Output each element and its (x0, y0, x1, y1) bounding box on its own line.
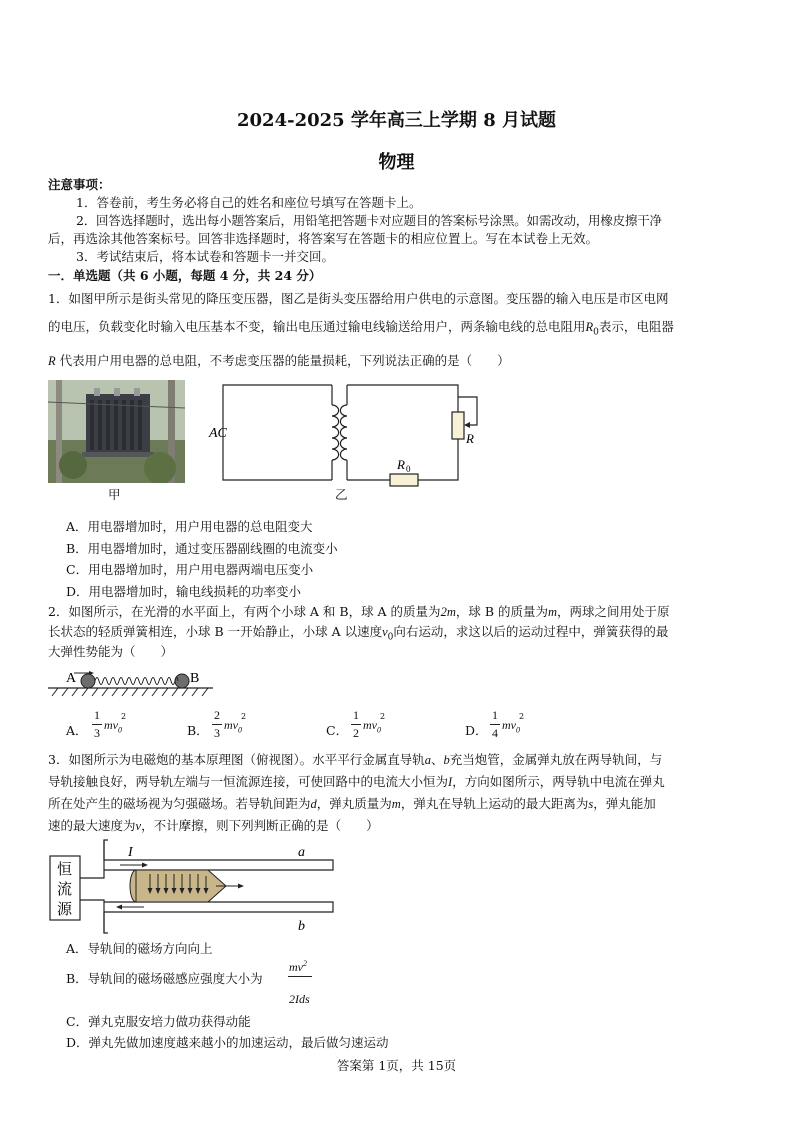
transformer-photo (48, 380, 185, 483)
q2-option-a-num: 1 (94, 708, 100, 722)
circuit-ac-label: AC (209, 426, 227, 441)
subscript: 0 (118, 725, 122, 735)
q3-option-a: A．导轨间的磁场方向向上 (66, 941, 213, 956)
q2-option-d-num: 1 (492, 708, 498, 722)
q2-option-b-expr (224, 718, 242, 734)
notice-line-3: 后，再选涂其他答案标号。回答非选择题时，将答案写在答题卡的相应位置上。写在本试卷上无效。 (48, 231, 599, 246)
q2-line-3: 大弹性势能为（ ） (48, 644, 174, 659)
rail-b-label: b (298, 919, 305, 934)
q1-option-c: C．用电器增加时，用户用电器两端电压变小 (66, 562, 314, 577)
q2-option-b-sup: 2 (241, 712, 247, 721)
q3-text: 速的最大速度为 (48, 818, 136, 833)
expr: mv (289, 960, 303, 974)
var-r: R (48, 354, 56, 368)
rail-a-label: a (298, 845, 305, 860)
var-i: I (448, 775, 453, 789)
section-heading: 一．单选题（共 6 小题，每题 4 分，共 24 分） (48, 268, 322, 283)
q3-text: ，弹丸在导轨上运动的最大距离为 (400, 796, 589, 811)
subscript: 0 (377, 725, 381, 735)
q2-option-a-den: 3 (94, 726, 100, 740)
q3-option-c: C．弹丸克服安培力做功获得动能 (66, 1014, 251, 1029)
page-footer: 答案第 1页，共 15页 (336, 1058, 457, 1073)
var-s: s (588, 797, 594, 811)
q3-text: ，不计摩擦，则下列判断正确的是（ ） (141, 818, 379, 833)
q1-line-3 (48, 352, 510, 370)
q2-option-c-den: 2 (353, 726, 359, 740)
var-b: b (443, 753, 450, 767)
subscript: 0 (593, 327, 599, 338)
q2-option-a-sup: 2 (121, 712, 127, 721)
q3-line-2 (48, 773, 665, 791)
var-m: m (391, 797, 401, 811)
subscript: 0 (516, 725, 520, 735)
q3-line-4 (48, 817, 379, 835)
q1-text: 表示，电阻器 (598, 319, 674, 334)
q1-option-b: B．用电器增加时，通过变压器副线圈的电流变小 (66, 541, 338, 556)
expr: mv (363, 718, 377, 732)
circuit-r0-subscript: 0 (406, 464, 411, 474)
expr: mv (502, 718, 516, 732)
q2-option-d-label: D． (465, 723, 488, 738)
q3-option-b-den: 2Ids (289, 992, 310, 1006)
var-v0: v (382, 625, 388, 639)
var-m: m (547, 605, 558, 619)
expr: mv (104, 718, 118, 732)
var-a: a (424, 753, 431, 767)
subscript: 0 (387, 632, 394, 643)
q2-option-b-num: 2 (214, 708, 220, 722)
q3-option-b-num (289, 959, 307, 975)
q1-line-2 (48, 318, 674, 342)
ball-b-label: B (190, 671, 200, 686)
q2-option-d-expr (502, 718, 520, 734)
q2-option-d-den: 4 (492, 726, 498, 740)
q3-text: ，弹丸质量为 (316, 796, 392, 811)
q2-text: 长状态的轻质弹簧相连，小球 B 一开始静止，小球 A 以速度 (48, 624, 383, 639)
q3-option-b: B．导轨间的磁场磁感应强度大小为 (66, 971, 263, 986)
fraction-bar (212, 724, 222, 725)
fraction-bar (490, 724, 500, 725)
q2-option-a-expr (104, 718, 122, 734)
ball-a-label: A (66, 671, 77, 686)
expr: mv (224, 718, 238, 732)
q2-option-a-label: A． (66, 723, 88, 738)
q2-option-c-sup: 2 (380, 712, 386, 721)
q3-line-1 (48, 751, 662, 769)
q1-line-1: 1．如图甲所示是街头常见的降压变压器，图乙是街头变压器给用户供电的示意图。变压器的输入电压是市区电网 (48, 291, 669, 306)
var-v: v (135, 819, 142, 833)
fraction-bar (288, 976, 312, 977)
q2-option-d-sup: 2 (519, 712, 525, 721)
spring-balls-diagram (48, 668, 218, 698)
q3-text: 充当炮管，金属弹丸放在两导轨间，与 (449, 752, 663, 767)
var-d: d (310, 797, 317, 811)
q2-option-c-label: C． (326, 723, 349, 738)
q3-text: 导轨接触良好，两导轨左端与一恒流源连接，可使回路中的电流大小恒为 (48, 774, 449, 789)
q2-text: 向右运动，求这以后的运动过程中，弹簧获得的最 (393, 624, 669, 639)
circuit-r0-label: R (397, 457, 405, 472)
railgun-diagram (48, 838, 338, 938)
q2-option-b-den: 3 (214, 726, 220, 740)
q3-text: 3．如图所示为电磁炮的基本原理图（俯视图）。水平平行金属直导轨 (48, 752, 425, 767)
notice-line-4: 3．考试结束后，将本试卷和答题卡一并交回。 (76, 249, 334, 264)
current-label: I (128, 845, 133, 860)
notice-heading: 注意事项： (48, 177, 111, 192)
var-2m: 2m (440, 605, 456, 619)
q2-option-b-label: B． (187, 723, 209, 738)
fraction-bar (92, 724, 102, 725)
exam-title: 2024-2025 学年高三上学期 8 月试题 (237, 110, 556, 131)
notice-line-1: 1．答卷前，考生务必将自己的姓名和座位号填写在答题卡上。 (76, 195, 422, 210)
q1-option-a: A．用电器增加时，用户用电器的总电阻变大 (66, 519, 313, 534)
superscript: 2 (303, 959, 307, 968)
q3-option-d: D．弹丸先做加速度越来越小的加速运动，最后做匀速运动 (66, 1035, 389, 1050)
q3-text: 、 (430, 752, 444, 767)
var-r: R (585, 320, 594, 334)
circuit-r-label: R (466, 431, 474, 446)
q2-text: ，球 B 的质量为 (455, 604, 548, 619)
source-char-1: 恒 (57, 862, 73, 878)
q1-text: 代表用户用电器的总电阻，不考虑变压器的能量损耗，下列说法正确的是（ ） (55, 353, 510, 368)
q3-text: ，方向如图所示，两导轨中电流在弹丸 (452, 774, 665, 789)
q2-line-1 (48, 603, 670, 621)
q3-line-3 (48, 795, 656, 813)
q1-text: 的电压，负载变化时输入电压基本不变，输出电压通过输电线输送给用户，两条输电线的总电阻用 (48, 319, 586, 334)
fraction-bar (351, 724, 361, 725)
transformer-illustration (48, 380, 185, 483)
subject-title: 物理 (378, 152, 415, 173)
q3-text: 所在处产生的磁场视为匀强磁场。若导轨间距为 (48, 796, 311, 811)
q2-option-c-num: 1 (353, 708, 359, 722)
fig-label-b: 乙 (335, 487, 348, 502)
transformer-circuit-diagram (205, 375, 495, 510)
q2-text: 2．如图所示，在光滑的水平面上，有两个小球 A 和 B，球 A 的质量为 (48, 604, 441, 619)
q2-text: ，两球之间用处于原 (557, 604, 670, 619)
source-char-3: 源 (57, 902, 73, 918)
q1-option-d: D．用电器增加时，输电线损耗的功率变小 (66, 584, 302, 599)
q3-text: ，弹丸能加 (593, 796, 656, 811)
notice-line-2: 2．回答选择题时，选出每小题答案后，用铅笔把答题卡对应题目的答案标号涂黑。如需改动，用橡皮擦干净 (76, 213, 662, 228)
ground-hatch (52, 688, 208, 696)
source-char-2: 流 (57, 882, 73, 898)
q2-option-c-expr (363, 718, 381, 734)
subscript: 0 (238, 725, 242, 735)
fig-label-a: 甲 (108, 487, 121, 502)
